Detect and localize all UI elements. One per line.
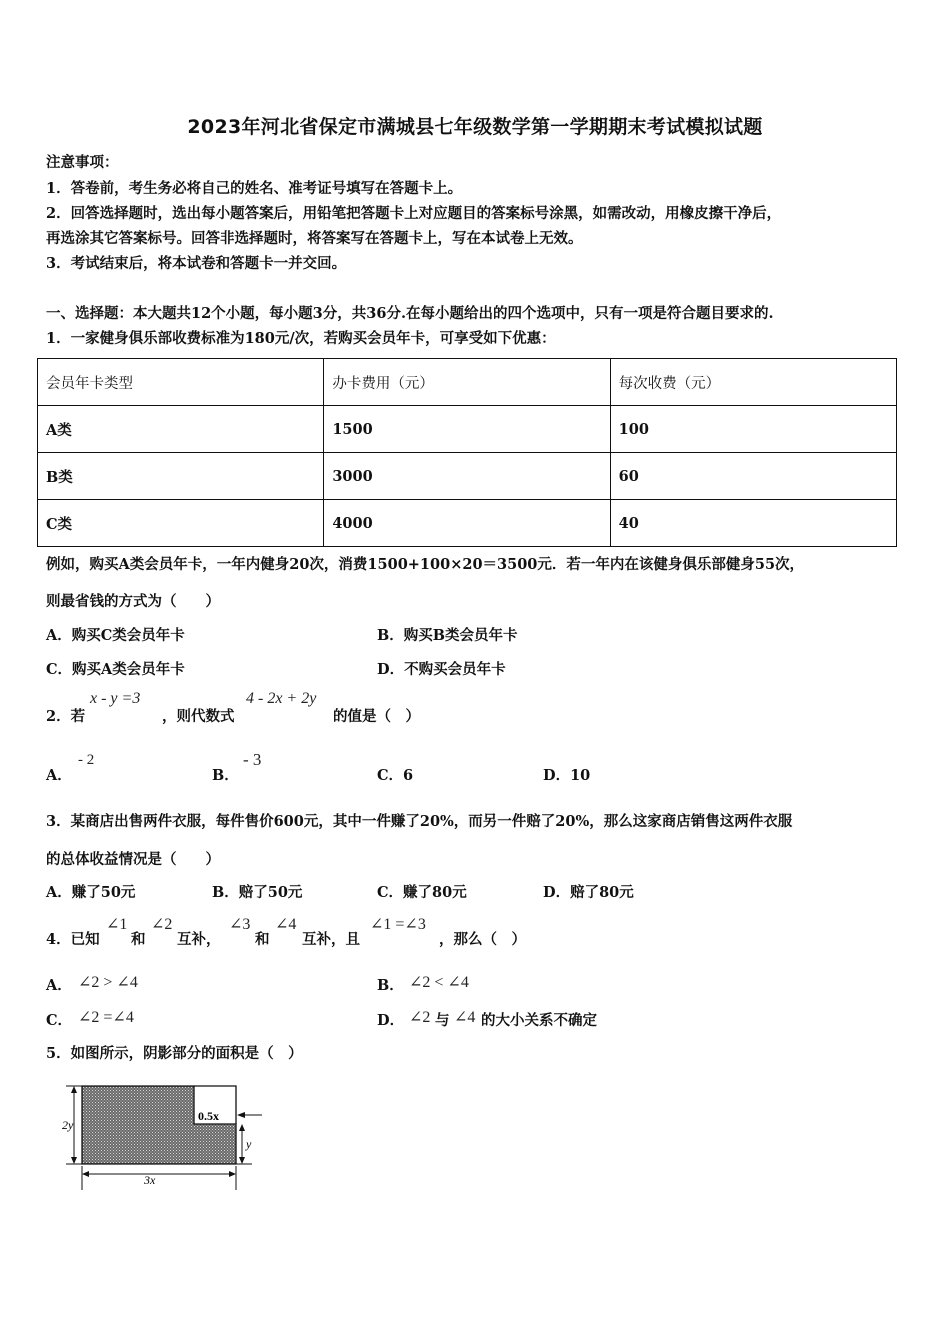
q2-option-a-value: - 2 [78, 752, 95, 768]
q2-option-b-label: B． [212, 767, 239, 784]
q3-stem: 3．某商店出售两件衣服，每件售价600元，其中一件赚了20%，而另一件赔了20%，那么这家商店销售这两件衣服 [46, 813, 793, 830]
shaded-region [82, 1086, 236, 1164]
section-heading: 一、选择题：本大题共12个小题，每小题3分，共36分.在每小题给出的四个选项中，只有一项是符合题目要求的. [46, 305, 774, 322]
table-header-cell: 办卡费用（元） [324, 359, 610, 406]
q1-option-a: A．购买C类会员年卡 [46, 627, 185, 644]
notice-item-2a: 2．回答选择题时，选出每小题答案后，用铅笔把答题卡上对应题目的答案标号涂黑，如需改动，用橡皮擦干净后， [46, 205, 782, 222]
q1-example: 例如，购买A类会员年卡，一年内健身20次，消费1500+100×20＝3500元．若一年内在该健身俱乐部健身55次， [46, 556, 805, 573]
q3-option-d: D．赔了80元 [543, 884, 634, 901]
table-cell: 40 [610, 500, 896, 547]
q4-and-1: 和 [131, 931, 146, 948]
q2-tail: 的值是（ ） [333, 708, 420, 725]
q3-option-a: A．赚了50元 [46, 884, 136, 901]
q4-tail: ，那么（ ） [439, 931, 526, 948]
q4-angle-3: ∠3 [229, 916, 251, 933]
notice-item-1: 1．答卷前，考生务必将自己的姓名、准考证号填写在答题卡上。 [46, 180, 463, 197]
q4-option-c-expr: ∠2 =∠4 [78, 1009, 134, 1026]
q2-condition: x - y =3 [90, 690, 141, 707]
q4-angle-2: ∠2 [151, 916, 173, 933]
q2-option-a-label: A． [46, 767, 72, 784]
table-row [38, 453, 897, 500]
table-row [38, 406, 897, 453]
q4-angle-1: ∠1 [106, 916, 128, 933]
q4-text-3: 互补，且 [302, 931, 360, 948]
table-cell: 60 [610, 453, 896, 500]
table-cell: 3000 [324, 453, 610, 500]
shaded-area-figure [56, 1078, 276, 1196]
q2-mid: ，则代数式 [162, 708, 235, 725]
fee-table [37, 358, 897, 547]
q4-option-d-mid: 与 [435, 1012, 450, 1029]
q4-option-b-label: B． [377, 977, 404, 994]
table-cell: C类 [38, 500, 324, 547]
label-2y: 2y [62, 1118, 74, 1132]
q4-option-b-expr: ∠2 < ∠4 [409, 974, 469, 991]
q4-option-a-expr: ∠2 > ∠4 [78, 974, 138, 991]
q5-stem: 5．如图所示，阴影部分的面积是（ ） [46, 1045, 303, 1062]
page-title: 2023年河北省保定市满城县七年级数学第一学期期末考试模拟试题 [187, 116, 763, 138]
q4-and-2: 和 [255, 931, 270, 948]
notice-item-2b: 再选涂其它答案标号。回答非选择题时，将答案写在答题卡上，写在本试卷上无效。 [46, 230, 583, 247]
q3-stem-cont: 的总体收益情况是（ ） [46, 851, 220, 868]
q3-option-c: C．赚了80元 [377, 884, 467, 901]
notice-item-3: 3．考试结束后，将本试卷和答题卡一并交回。 [46, 255, 347, 272]
q4-text-2: 互补， [177, 931, 221, 948]
q2-option-b-value: - 3 [243, 750, 262, 769]
q4-option-d-label: D． [377, 1012, 405, 1029]
table-header-row [38, 359, 897, 406]
q4-option-d-tail: 的大小关系不确定 [481, 1012, 597, 1029]
table-cell: 1500 [324, 406, 610, 453]
table-header-cell: 每次收费（元） [610, 359, 896, 406]
q1-option-c: C．购买A类会员年卡 [46, 661, 185, 678]
label-0-5x: 0.5x [198, 1109, 219, 1123]
q2-option-d: D．10 [543, 767, 591, 784]
q4-option-d-angle4: ∠4 [454, 1009, 476, 1026]
q4-option-c-label: C． [46, 1012, 73, 1029]
q4-option-a-label: A． [46, 977, 72, 994]
q2-expression: 4 - 2x + 2y [246, 690, 317, 707]
table-cell: B类 [38, 453, 324, 500]
q4-angle-4: ∠4 [275, 916, 297, 933]
q3-option-b: B．赔了50元 [212, 884, 303, 901]
q1-stem: 1．一家健身俱乐部收费标准为180元/次，若购买会员年卡，可享受如下优惠： [46, 330, 556, 347]
label-y: y [246, 1137, 252, 1151]
table-cell: 4000 [324, 500, 610, 547]
table-header-cell: 会员年卡类型 [38, 359, 324, 406]
table-cell: A类 [38, 406, 324, 453]
table-cell: 100 [610, 406, 896, 453]
q4-equation: ∠1 =∠3 [370, 916, 426, 933]
q4-lead: 4．已知 [46, 931, 100, 948]
label-3x: 3x [144, 1173, 156, 1187]
table-row [38, 500, 897, 547]
q4-option-d-angle2: ∠2 [409, 1009, 431, 1026]
q1-option-b: B．购买B类会员年卡 [377, 627, 518, 644]
q2-option-c: C．6 [377, 767, 414, 784]
notice-heading: 注意事项： [46, 154, 119, 171]
q1-question: 则最省钱的方式为（ ） [46, 593, 220, 610]
q1-option-d: D．不购买会员年卡 [377, 661, 506, 678]
q2-lead: 2．若 [46, 708, 86, 725]
